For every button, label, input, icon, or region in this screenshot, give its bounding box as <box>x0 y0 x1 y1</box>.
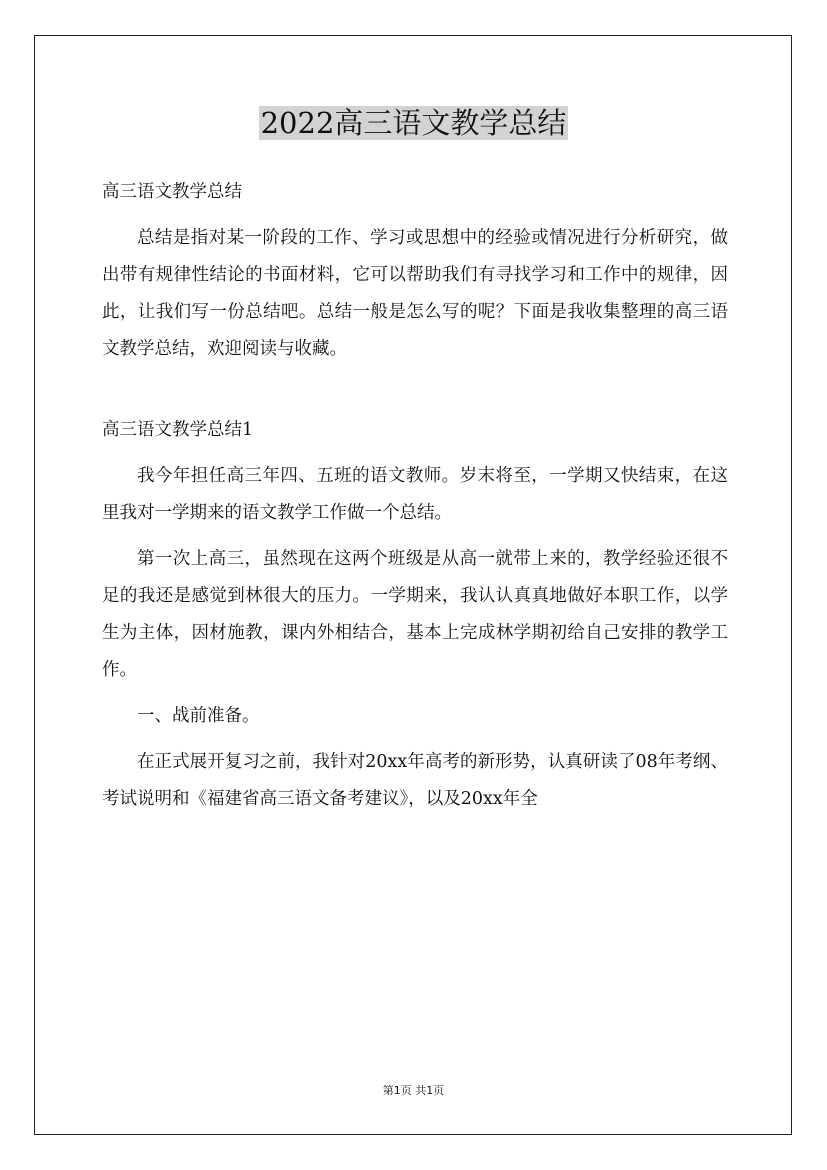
body-paragraph: 我今年担任高三年四、五班的语文教师。岁末将至，一学期又快结束，在这里我对一学期来的语文教学工作做一个总结。 <box>102 466 728 523</box>
page-footer: 第1页 共1页 <box>382 1084 445 1097</box>
document-title-text: 2022高三语文教学总结 <box>260 106 567 140</box>
document-subtitle: 高三语文教学总结 <box>102 182 242 202</box>
body-paragraph: 在正式展开复习之前，我针对20xx年高考的新形势，认真研读了08年考纲、考试说明和《福建省高三语文备考建议》，以及20xx年全 <box>102 752 728 809</box>
body-paragraph: 第一次上高三，虽然现在这两个班级是从高一就带上来的，教学经验还很不足的我还是感觉到林很大的压力。一学期来，我认认真真地做好本职工作，以学生为主体，因材施教，课内外相结合，基本上完成林学期初给自己安排的教学工作。 <box>102 549 728 680</box>
document-title <box>0 103 827 143</box>
document-body <box>102 174 728 818</box>
subsection-heading: 一、战前准备。 <box>137 706 260 726</box>
section-spacer <box>102 368 728 412</box>
intro-paragraph: 总结是指对某一阶段的工作、学习或思想中的经验或情况进行分析研究，做出带有规律性结论的书面材料，它可以帮助我们有寻找学习和工作中的规律，因此，让我们写一份总结吧。总结一般是怎么写的呢？下面是我收集整理的高三语文教学总结，欢迎阅读与收藏。 <box>102 228 728 359</box>
section-heading: 高三语文教学总结1 <box>102 420 254 440</box>
